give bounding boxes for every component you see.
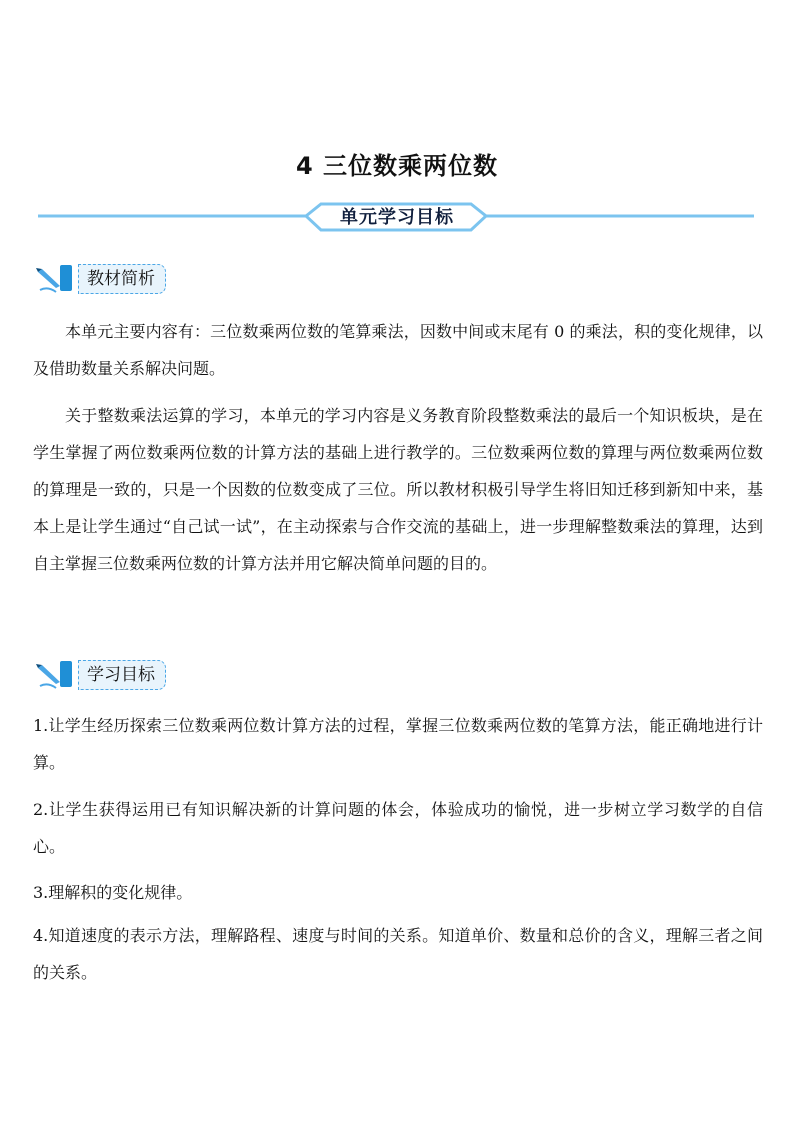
goal-item: 2.让学生获得运用已有知识解决新的计算问题的体会，体验成功的愉悦，进一步树立学习数学的自信心。 (33, 800, 763, 856)
goal-item: 1.让学生经历探索三位数乘两位数计算方法的过程，掌握三位数乘两位数的笔算方法，能正确地进行计算。 (33, 716, 763, 772)
book-icon (60, 265, 72, 291)
banner-label: 单元学习目标 (340, 207, 454, 228)
goal-item: 4.知道速度的表示方法，理解路程、速度与时间的关系。知道单价、数量和总价的含义，理解三者之间的关系。 (33, 926, 763, 982)
paragraph: 关于整数乘法运算的学习，本单元的学习内容是义务教育阶段整数乘法的最后一个知识板块，是在学生掌握了两位数乘两位数的计算方法的基础上进行教学的。三位数乘两位数的算理与两位数乘两位数的算理是一致的，只是一个因数的位数变成了三位。所以教材积极引导学生将旧知迁移到新知中来，基本上是让学生通过“自己试一试”，在主动探索与合作交流的基础上，进一步理解整数乘法的算理，达到自主掌握三位数乘两位数的计算方法并用它解决简单问题的目的。 (33, 406, 763, 573)
goal-item: 3.理解积的变化规律。 (33, 883, 193, 902)
book-icon (60, 661, 72, 687)
page-title: 4 三位数乘两位数 (295, 152, 499, 180)
section-label: 学习目标 (78, 660, 166, 690)
section-label: 教材简析 (78, 264, 166, 294)
paragraph: 本单元主要内容有：三位数乘两位数的笔算乘法，因数中间或末尾有 0 的乘法，积的变化规律，以及借助数量关系解决问题。 (33, 322, 763, 378)
